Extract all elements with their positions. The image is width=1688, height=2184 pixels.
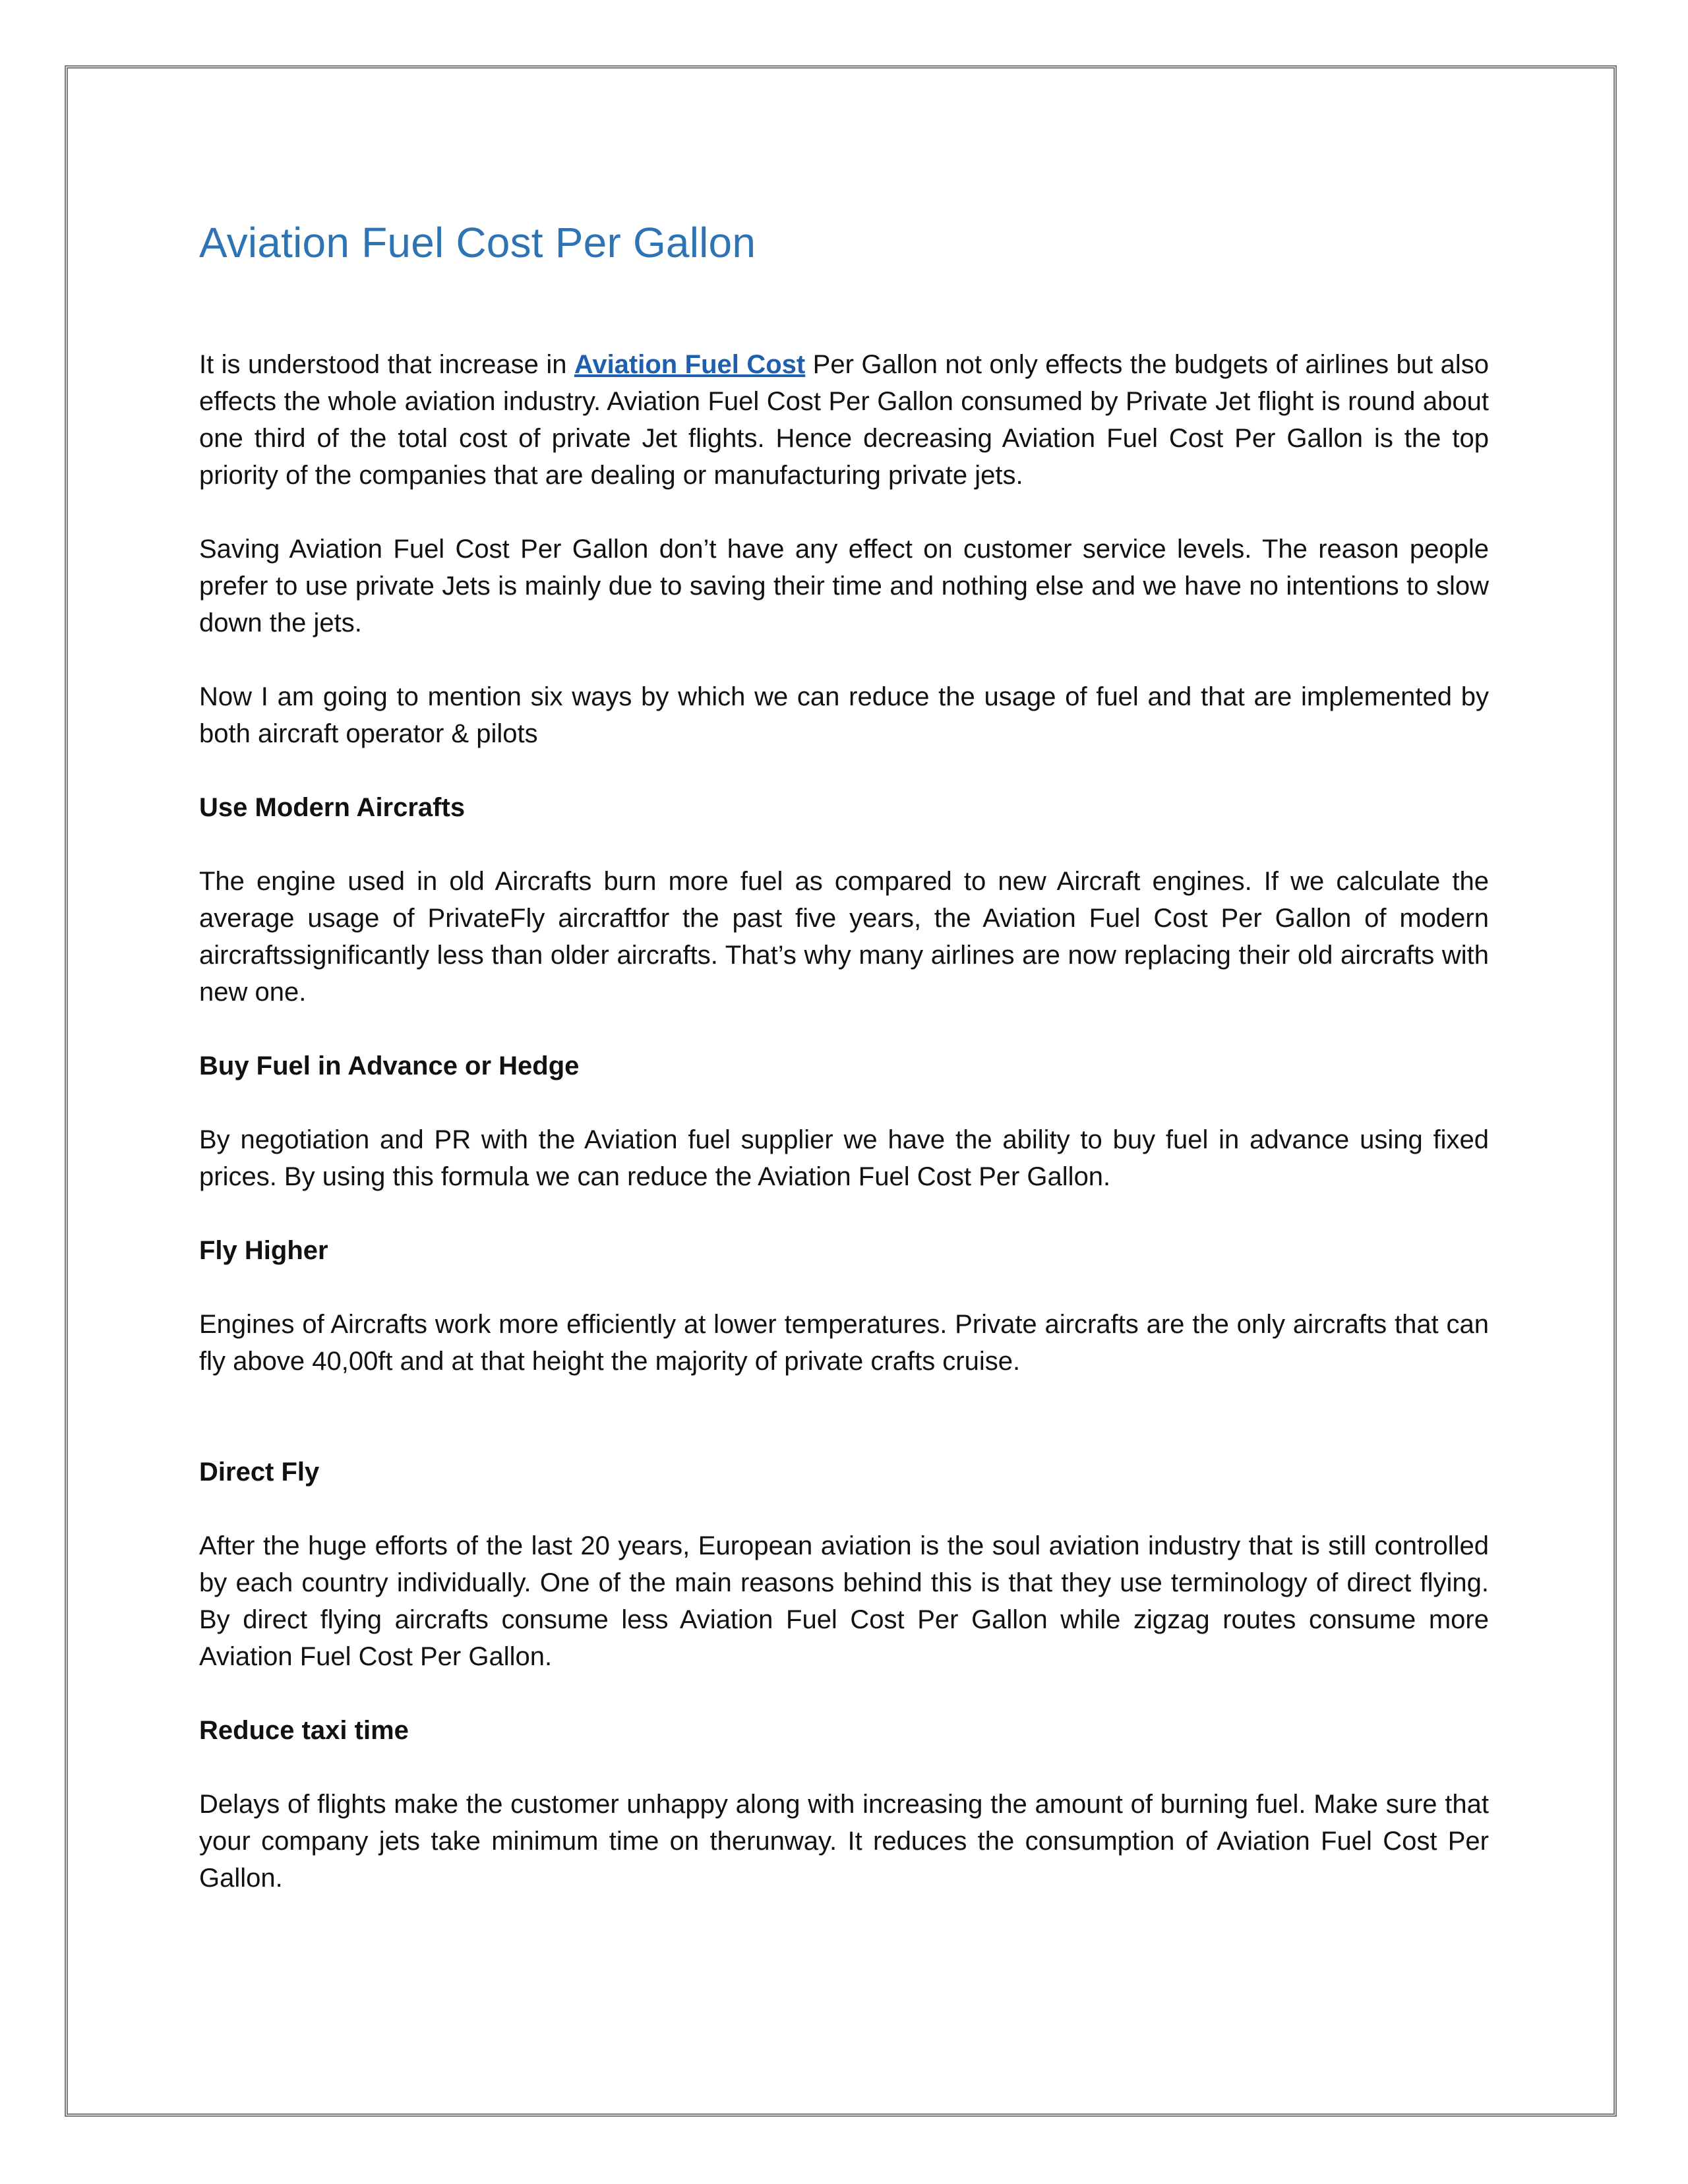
section-heading-buy-fuel-in-advance: Buy Fuel in Advance or Hedge bbox=[199, 1051, 580, 1080]
section-heading-fly-higher: Fly Higher bbox=[199, 1235, 328, 1265]
section-body-buy-fuel-in-advance: By negotiation and PR with the Aviation fuel supplier we have the ability to buy fuel in advance using fixed prices. By using this formula we can reduce the Aviation Fuel Cost Per Gallon. bbox=[199, 1125, 1489, 1191]
intro-text-before-link: It is understood that increase in bbox=[199, 349, 574, 379]
document-content bbox=[199, 218, 1489, 1933]
section-body-reduce-taxi-time: Delays of flights make the customer unhappy along with increasing the amount of burning fuel. Make sure that your company jets take minimum time on therunway. It reduces the consumption of Aviation Fuel Cost Per Gallon. bbox=[199, 1789, 1489, 1893]
page-title: Aviation Fuel Cost Per Gallon bbox=[199, 219, 756, 266]
section-heading-direct-fly: Direct Fly bbox=[199, 1457, 320, 1487]
section-body-direct-fly: After the huge efforts of the last 20 years, European aviation is the soul aviation industry that is still controlled by each country individually. One of the main reasons behind this is that they use terminology of direct flying. By direct flying aircrafts consume less Aviation Fuel Cost Per Gallon while zigzag routes consume more Aviation Fuel Cost Per Gallon. bbox=[199, 1531, 1489, 1671]
intro-paragraph bbox=[199, 346, 1489, 494]
six-ways-paragraph: Now I am going to mention six ways by which we can reduce the usage of fuel and that are implemented by both aircraft operator & pilots bbox=[199, 682, 1489, 748]
service-levels-paragraph: Saving Aviation Fuel Cost Per Gallon don’t have any effect on customer service levels. The reason people prefer to use private Jets is mainly due to saving their time and nothing else and we have no intentions to slow down the jets. bbox=[199, 534, 1489, 637]
aviation-fuel-cost-link[interactable]: Aviation Fuel Cost bbox=[574, 349, 806, 379]
section-body-modern-aircrafts: The engine used in old Aircrafts burn more fuel as compared to new Aircraft engines. If we calculate the average usage of PrivateFly aircraftfor the past five years, the Aviation Fuel Cost Per Gallon of modern aircraftssignificantly less than older aircrafts. That’s why many airlines are now replacing their old aircrafts with new one. bbox=[199, 866, 1489, 1007]
section-body-fly-higher: Engines of Aircrafts work more efficiently at lower temperatures. Private aircrafts are the only aircrafts that can fly above 40,00ft and at that height the majority of private crafts cruise. bbox=[199, 1309, 1489, 1376]
intro-text-after-link: Per Gallon not only effects the budgets of airlines but also effects the whole aviation industry. Aviation Fuel Cost Per Gallon consumed by Private Jet flight is round about one third of the total cost of private Jet flights. Hence decreasing Aviation Fuel Cost Per Gallon is the top priority of the companies that are dealing or manufacturing private jets. bbox=[199, 349, 1489, 490]
section-heading-modern-aircrafts: Use Modern Aircrafts bbox=[199, 792, 466, 822]
section-heading-reduce-taxi-time: Reduce taxi time bbox=[199, 1715, 409, 1745]
